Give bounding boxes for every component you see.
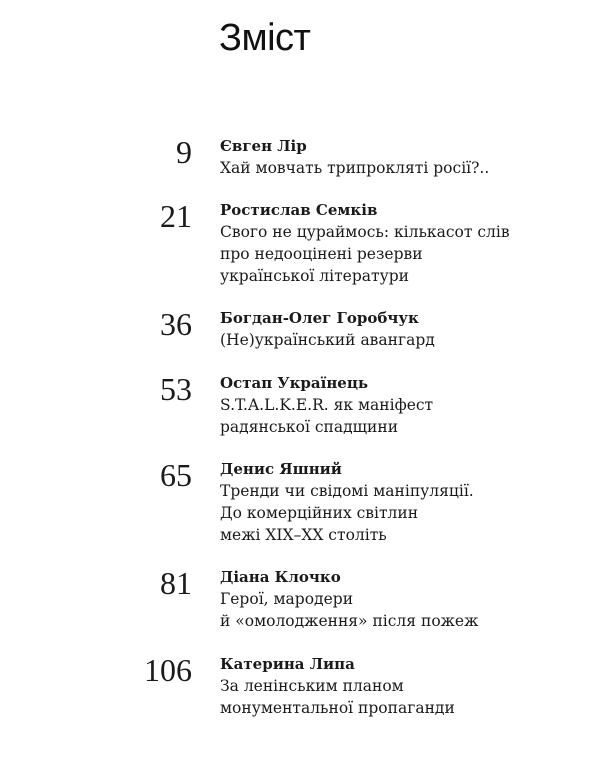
author-name: Катерина Липа [220, 655, 355, 673]
page-number: 21 [160, 198, 192, 234]
article-title-line: Герої, мародери [220, 590, 354, 608]
toc-entry-text [220, 373, 600, 438]
page-number: 106 [144, 652, 192, 688]
article-title-line: української літератури [220, 267, 409, 285]
page-number: 81 [160, 565, 192, 601]
article-title-line: За ленінським планом [220, 677, 404, 695]
page-number: 65 [160, 457, 192, 493]
toc-entry-text [220, 136, 600, 179]
author-name: Євген Лір [220, 137, 307, 155]
page-number: 53 [160, 371, 192, 407]
article-title-line: Хай мовчать трипрокляті росії?.. [220, 159, 490, 177]
article-title-line: й «омолодження» після пожеж [220, 612, 479, 630]
toc-entry-text [220, 200, 600, 287]
author-name: Діана Клочко [220, 568, 341, 586]
page-number: 9 [176, 134, 192, 170]
toc-entry-text [220, 567, 600, 632]
toc-entry-text [220, 459, 600, 546]
page-title: Зміст [219, 17, 311, 59]
article-title-line: До комерційних світлин [220, 504, 419, 522]
article-title-line: радянської спадщини [220, 418, 399, 436]
author-name: Остап Українець [220, 374, 369, 392]
toc-entry-text [220, 654, 600, 719]
page-number: 36 [160, 306, 192, 342]
article-title-line: монументальної пропаганди [220, 699, 455, 717]
author-name: Ростислав Семків [220, 201, 378, 219]
article-title-line: Свого не цураймось: кількасот слів [220, 223, 510, 241]
article-title-line: про недооцінені резерви [220, 245, 423, 263]
author-name: Денис Яшний [220, 460, 342, 478]
toc-entry-text [220, 308, 600, 351]
author-name: Богдан-Олег Горобчук [220, 309, 419, 327]
article-title-line: Тренди чи свідомі маніпуляції. [220, 482, 474, 500]
article-title-line: межі XIX–XX століть [220, 526, 387, 544]
article-title-line: (Не)український авангард [220, 331, 435, 349]
article-title-line: S.T.A.L.K.E.R. як маніфест [220, 396, 434, 414]
